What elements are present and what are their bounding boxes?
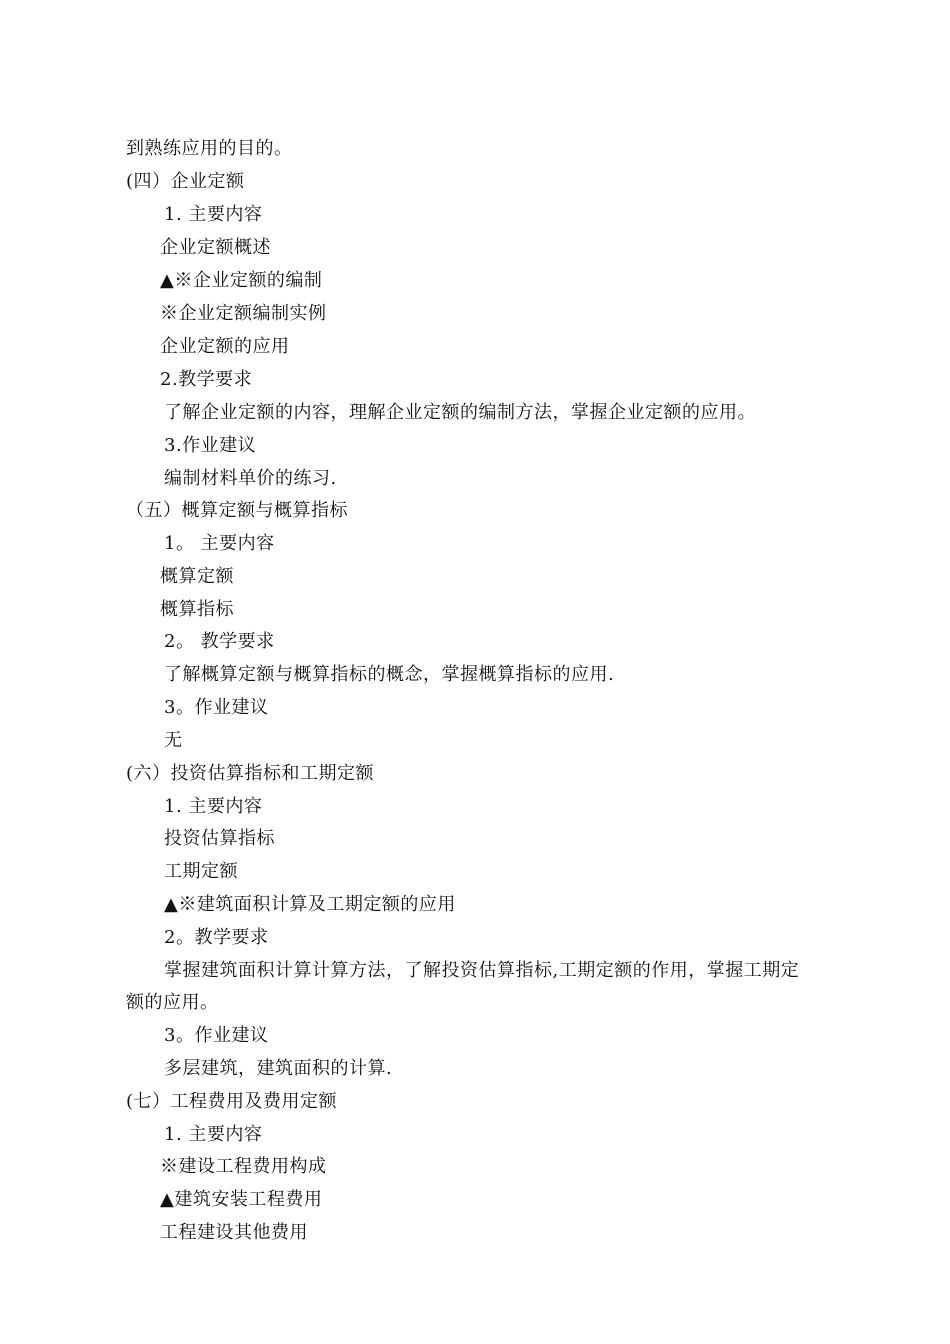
subheading-main-content: 1. 主要内容 [164,204,263,225]
subheading-homework: 3.作业建议 [164,435,257,456]
paragraph: 掌握建筑面积计算计算方法，了解投资估算指标,工期定额的作用，掌握工期定 [164,960,800,981]
paragraph: 了解企业定额的内容，理解企业定额的编制方法，掌握企业定额的应用。 [164,402,756,423]
paragraph-continuation: 额的应用。 [126,992,219,1013]
section-heading-6: (六）投资估算指标和工期定额 [126,763,375,784]
list-item: 投资估算指标 [164,828,275,849]
list-item: ▲※建筑面积计算及工期定额的应用 [164,894,456,915]
list-item: 概算定额 [160,566,234,587]
list-item: ▲※企业定额的编制 [160,270,323,291]
subheading-main-content: 1. 主要内容 [164,1124,263,1145]
subheading-teaching-requirements: 2.教学要求 [160,369,253,390]
section-heading-7: (七）工程费用及费用定额 [126,1091,338,1112]
subheading-homework: 3。作业建议 [164,1025,269,1046]
paragraph: 了解概算定额与概算指标的概念，掌握概算指标的应用. [164,664,615,685]
list-item: 概算指标 [160,599,234,620]
subheading-teaching-requirements: 2。 教学要求 [164,631,275,652]
paragraph: 编制材料单价的练习. [164,468,337,489]
list-item: 企业定额的应用 [160,336,290,357]
subheading-main-content: 1。 主要内容 [164,533,275,554]
subheading-main-content: 1. 主要内容 [164,796,263,817]
list-item: 企业定额概述 [160,237,271,258]
subheading-homework: 3。作业建议 [164,697,269,718]
section-heading-4: (四）企业定额 [126,171,245,192]
list-item: 工程建设其他费用 [160,1222,308,1243]
section-heading-5: （五）概算定额与概算指标 [126,500,348,521]
paragraph: 多层建筑，建筑面积的计算. [164,1058,393,1079]
list-item: ※企业定额编制实例 [160,303,327,324]
text-line-intro-end: 到熟练应用的目的。 [126,138,293,159]
list-item: 工期定额 [164,861,238,882]
subheading-teaching-requirements: 2。教学要求 [164,927,269,948]
list-item: ※建设工程费用构成 [160,1156,327,1177]
paragraph: 无 [164,730,183,751]
list-item: ▲建筑安装工程费用 [160,1189,323,1210]
